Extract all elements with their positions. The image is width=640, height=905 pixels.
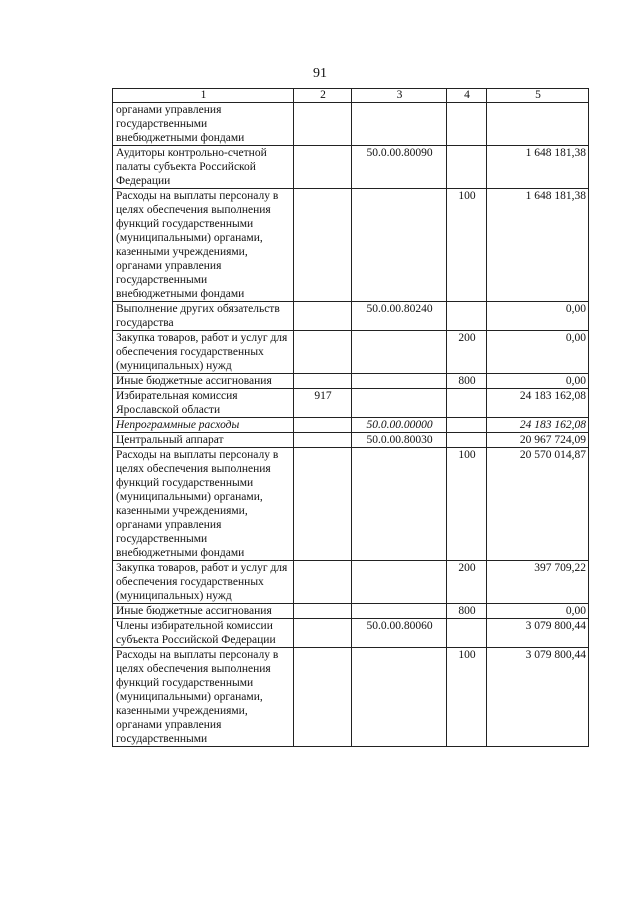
- row-dept-code-cell: 917: [294, 389, 352, 418]
- table-row: [113, 418, 589, 433]
- table-row: [113, 331, 589, 374]
- header-col-4: 4: [447, 89, 487, 103]
- row-amount-cell: 24 183 162,08: [487, 389, 589, 418]
- row-target-code-cell: [352, 448, 447, 561]
- row-dept-code-cell: [294, 189, 352, 302]
- row-amount-cell: 20 967 724,09: [487, 433, 589, 448]
- row-target-code-cell: [352, 189, 447, 302]
- row-dept-code-cell: [294, 146, 352, 189]
- row-name-cell: Расходы на выплаты персоналу в целях обеспечения выполнения функций государственными (муниципальными) органами, казенными учреждениями, органами управления государственными: [113, 648, 294, 747]
- row-target-code-cell: [352, 389, 447, 418]
- row-dept-code-cell: [294, 448, 352, 561]
- table-row: [113, 604, 589, 619]
- row-expense-type-cell: [447, 146, 487, 189]
- row-expense-type-cell: [447, 619, 487, 648]
- row-target-code-cell: 50.0.00.80030: [352, 433, 447, 448]
- row-expense-type-cell: 200: [447, 331, 487, 374]
- row-dept-code-cell: [294, 561, 352, 604]
- row-expense-type-cell: [447, 302, 487, 331]
- row-amount-cell: 0,00: [487, 604, 589, 619]
- row-name-cell: Центральный аппарат: [113, 433, 294, 448]
- row-expense-type-cell: 800: [447, 374, 487, 389]
- row-dept-code-cell: [294, 103, 352, 146]
- row-dept-code-cell: [294, 418, 352, 433]
- row-expense-type-cell: [447, 103, 487, 146]
- row-expense-type-cell: [447, 418, 487, 433]
- row-target-code-cell: 50.0.00.80060: [352, 619, 447, 648]
- table-row: [113, 561, 589, 604]
- row-name-cell: Аудиторы контрольно-счетной палаты субъекта Российской Федерации: [113, 146, 294, 189]
- row-target-code-cell: [352, 604, 447, 619]
- page-number: 91: [313, 66, 327, 81]
- row-name-cell: Избирательная комиссия Ярославской области: [113, 389, 294, 418]
- row-dept-code-cell: [294, 604, 352, 619]
- row-dept-code-cell: [294, 331, 352, 374]
- row-dept-code-cell: [294, 302, 352, 331]
- row-target-code-cell: [352, 374, 447, 389]
- row-amount-cell: 1 648 181,38: [487, 146, 589, 189]
- table-row: [113, 302, 589, 331]
- row-target-code-cell: 50.0.00.00000: [352, 418, 447, 433]
- row-amount-cell: [487, 103, 589, 146]
- row-amount-cell: 397 709,22: [487, 561, 589, 604]
- row-name-cell: Члены избирательной комиссии субъекта Российской Федерации: [113, 619, 294, 648]
- table-row: [113, 448, 589, 561]
- table-row: [113, 433, 589, 448]
- table-row: [113, 648, 589, 747]
- row-name-cell: Расходы на выплаты персоналу в целях обеспечения выполнения функций государственными (муниципальными) органами, казенными учреждениями, органами управления государственными внебюджетными фондами: [113, 189, 294, 302]
- row-amount-cell: 1 648 181,38: [487, 189, 589, 302]
- row-amount-cell: 0,00: [487, 374, 589, 389]
- table-body: [113, 103, 589, 747]
- row-dept-code-cell: [294, 619, 352, 648]
- table-header: [113, 89, 589, 103]
- row-expense-type-cell: 200: [447, 561, 487, 604]
- row-name-cell: Непрограммные расходы: [113, 418, 294, 433]
- row-expense-type-cell: 100: [447, 189, 487, 302]
- row-name-cell: Выполнение других обязательств государства: [113, 302, 294, 331]
- row-expense-type-cell: [447, 389, 487, 418]
- row-dept-code-cell: [294, 433, 352, 448]
- row-amount-cell: 20 570 014,87: [487, 448, 589, 561]
- row-expense-type-cell: [447, 433, 487, 448]
- row-target-code-cell: 50.0.00.80240: [352, 302, 447, 331]
- row-amount-cell: 0,00: [487, 302, 589, 331]
- row-amount-cell: 3 079 800,44: [487, 619, 589, 648]
- row-name-cell: органами управления государственными внебюджетными фондами: [113, 103, 294, 146]
- budget-table: [112, 88, 589, 747]
- row-amount-cell: 24 183 162,08: [487, 418, 589, 433]
- row-amount-cell: 0,00: [487, 331, 589, 374]
- header-col-3: 3: [352, 89, 447, 103]
- table-row: [113, 146, 589, 189]
- table-row: [113, 189, 589, 302]
- row-target-code-cell: [352, 103, 447, 146]
- row-expense-type-cell: 100: [447, 648, 487, 747]
- header-row: [113, 89, 589, 103]
- table-row: [113, 103, 589, 146]
- row-target-code-cell: 50.0.00.80090: [352, 146, 447, 189]
- row-name-cell: Иные бюджетные ассигнования: [113, 604, 294, 619]
- table-row: [113, 619, 589, 648]
- row-name-cell: Закупка товаров, работ и услуг для обеспечения государственных (муниципальных) нужд: [113, 331, 294, 374]
- row-name-cell: Расходы на выплаты персоналу в целях обеспечения выполнения функций государственными (муниципальными) органами, казенными учреждениями, органами управления государственными внебюджетными фондами: [113, 448, 294, 561]
- header-col-1: 1: [113, 89, 294, 103]
- row-name-cell: Иные бюджетные ассигнования: [113, 374, 294, 389]
- row-expense-type-cell: 800: [447, 604, 487, 619]
- table-row: [113, 389, 589, 418]
- row-amount-cell: 3 079 800,44: [487, 648, 589, 747]
- row-name-cell: Закупка товаров, работ и услуг для обеспечения государственных (муниципальных) нужд: [113, 561, 294, 604]
- table-row: [113, 374, 589, 389]
- header-col-2: 2: [294, 89, 352, 103]
- row-target-code-cell: [352, 648, 447, 747]
- row-target-code-cell: [352, 331, 447, 374]
- row-expense-type-cell: 100: [447, 448, 487, 561]
- row-dept-code-cell: [294, 374, 352, 389]
- row-dept-code-cell: [294, 648, 352, 747]
- header-col-5: 5: [487, 89, 589, 103]
- row-target-code-cell: [352, 561, 447, 604]
